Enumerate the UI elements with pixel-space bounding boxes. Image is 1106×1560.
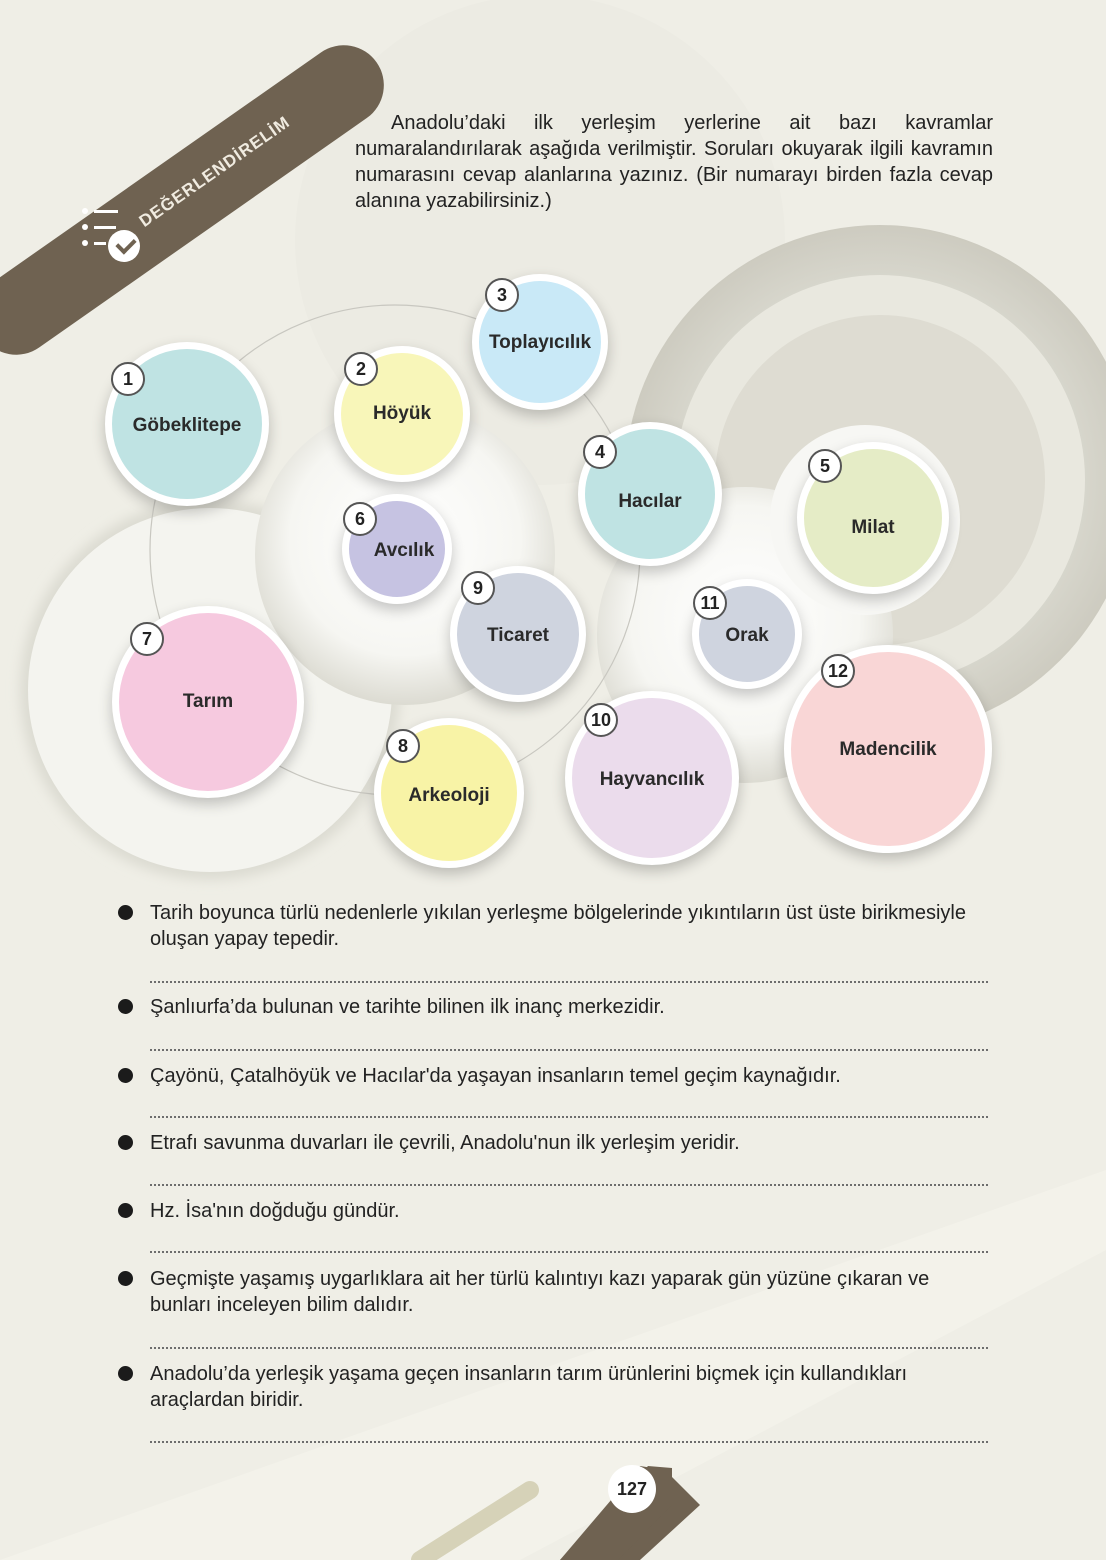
bullet-icon [118, 905, 133, 920]
concept-number-badge: 11 [693, 586, 727, 620]
question-text: Geçmişte yaşamış uygarlıklara ait her türlü kalıntıyı kazı yaparak gün yüzüne çıkaran ve bunları inceleyen bilim dalıdır. [150, 1268, 930, 1316]
bullet-icon [118, 999, 133, 1014]
concept-label: Höyük [372, 403, 432, 424]
section-title: DEĞERLENDİRELİM [135, 112, 294, 231]
checklist-icon [82, 206, 144, 262]
answer-line[interactable] [150, 1049, 988, 1051]
answer-line[interactable] [150, 1251, 988, 1253]
concept-number-badge: 4 [583, 435, 617, 469]
answer-line[interactable] [150, 1184, 988, 1186]
answer-line[interactable] [150, 1441, 988, 1443]
question-text: Hz. İsa'nın doğduğu gündür. [150, 1200, 400, 1222]
page-number: 127 [608, 1465, 656, 1513]
answer-line[interactable] [150, 981, 988, 983]
concept-number-badge: 5 [808, 449, 842, 483]
concept-label: Avcılık [373, 540, 435, 561]
concept-label: Milat [851, 517, 895, 538]
concept-number-badge: 8 [386, 729, 420, 763]
concept-number-badge: 1 [111, 362, 145, 396]
concept-label: Arkeoloji [408, 785, 490, 806]
bullet-icon [118, 1366, 133, 1381]
concept-label: Toplayıcılık [488, 332, 592, 353]
concept-number-badge: 12 [821, 654, 855, 688]
answer-line[interactable] [150, 1116, 988, 1118]
intro-text: Anadolu’daki ilk yerleşim yerlerine ait bazı kavramlar numaralandırılarak aşağıda verilmiştir. Soruları okuyarak ilgili kavramın numarasını cevap alanlarına yazınız. (Bir numarayı birden fazla cevap alanına yazabilirsiniz.) [355, 112, 993, 212]
concept-label: Ticaret [487, 625, 549, 646]
question-text: Etrafı savunma duvarları ile çevrili, Anadolu'nun ilk yerleşim yeridir. [150, 1132, 740, 1154]
concept-number-badge: 7 [130, 622, 164, 656]
question-text: Çayönü, Çatalhöyük ve Hacılar'da yaşayan insanların temel geçim kaynağıdır. [150, 1065, 841, 1087]
concept-number-badge: 2 [344, 352, 378, 386]
concept-label: Hayvancılık [599, 769, 705, 790]
concept-label: Orak [725, 625, 769, 646]
question-text: Anadolu’da yerleşik yaşama geçen insanların tarım ürünlerini biçmek için kullandıkları araçlardan biridir. [150, 1363, 908, 1411]
concept-number-badge: 10 [584, 703, 618, 737]
bullet-icon [118, 1203, 133, 1218]
concept-label: Hacılar [618, 491, 682, 512]
concept-number-badge: 3 [485, 278, 519, 312]
answer-line[interactable] [150, 1347, 988, 1349]
concept-number-badge: 6 [343, 502, 377, 536]
concept-label: Tarım [182, 691, 234, 712]
concept-label: Madencilik [839, 739, 937, 760]
question-text: Şanlıurfa’da bulunan ve tarihte bilinen ilk inanç merkezidir. [150, 996, 665, 1018]
bullet-icon [118, 1135, 133, 1150]
question-text: Tarih boyunca türlü nedenlerle yıkılan yerleşme bölgelerinde yıkıntıların üst üste birikmesiyle oluşan yapay tepedir. [150, 902, 966, 950]
concept-number-badge: 9 [461, 571, 495, 605]
concept-label: Göbeklitepe [132, 415, 242, 436]
bullet-icon [118, 1068, 133, 1083]
bullet-icon [118, 1271, 133, 1286]
